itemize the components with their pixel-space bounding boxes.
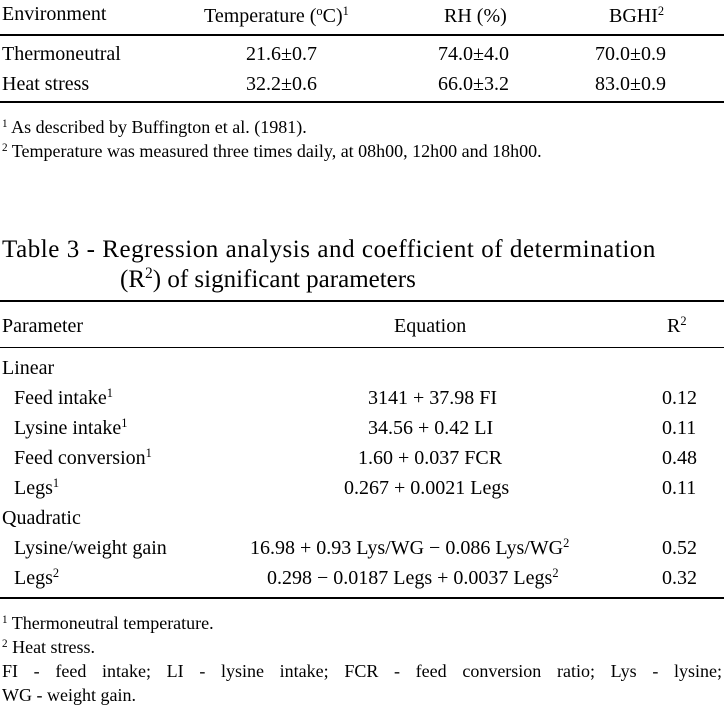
- table3-caption-line2: $(R^2)$ of significant parameters: [120, 265, 416, 293]
- table3-bottom-rule: [0, 597, 724, 599]
- table2-footnote: $^1$ As described by Buffington et al. (1981).: [2, 117, 307, 137]
- row-equation: 0.298 − 0.0187 Legs + 0.0037 Legs$^2$: [267, 566, 559, 589]
- row-equation: 16.98 + 0.93 Lys/WG − 0.086 Lys/$WG^2$: [250, 536, 570, 559]
- table2-footnote: $^2$ Temperature was measured three times daily, at 08h00, 12h00 and 18h00.: [2, 141, 542, 161]
- row-parameter: Lysine/weight gain: [14, 537, 167, 559]
- row-parameter: Lysine intake$^1$: [14, 416, 128, 439]
- row-r2: 0.32: [662, 567, 697, 589]
- row-parameter: Legs$^1$: [14, 476, 60, 499]
- group-label-linear: Linear: [2, 357, 55, 379]
- row-rh: 74.0±4.0: [438, 43, 509, 65]
- header-equation: Equation: [394, 315, 467, 337]
- header-parameter: Parameter: [2, 315, 84, 337]
- header-r2: $R^2$: [667, 314, 687, 337]
- row-temperature: 21.6±0.7: [246, 43, 317, 65]
- row-r2: 0.48: [662, 447, 697, 469]
- table3-top-rule: [0, 300, 724, 302]
- row-bghi: 70.0±0.9: [595, 43, 666, 65]
- row-r2: 0.11: [662, 477, 697, 499]
- row-parameter: Legs$^2$: [14, 566, 60, 589]
- table3-abbreviations-cont: WG - weight gain.: [2, 685, 136, 705]
- row-parameter: Feed intake$^1$: [14, 386, 113, 409]
- row-equation: 0.267 + 0.0021 Legs: [344, 477, 510, 499]
- row-equation: 3141 + 37.98 FI: [368, 387, 498, 409]
- header-temperature: Temperature $(^oC)^1$: [204, 4, 349, 27]
- row-equation: 34.56 + 0.42 LI: [368, 417, 494, 439]
- row-equation: 1.60 + 0.037 FCR: [358, 447, 503, 469]
- table3-abbreviations: FI - feed intake; LI - lysine intake; FCR - feed conversion ratio; Lys - lysine;: [2, 661, 722, 681]
- header-bghi: BGHI$^2$: [609, 4, 665, 27]
- table3-footnote: $^1$ Thermoneutral temperature.: [2, 613, 214, 633]
- row-parameter: Feed conversion$^1$: [14, 446, 152, 469]
- row-environment: Heat stress: [2, 73, 90, 95]
- row-r2: 0.52: [662, 537, 697, 559]
- header-rh: RH (%): [444, 5, 507, 27]
- group-label-quadratic: Quadratic: [2, 507, 81, 529]
- row-bghi: 83.0±0.9: [595, 73, 666, 95]
- row-r2: 0.12: [662, 387, 697, 409]
- table3-footnote: $^2$ Heat stress.: [2, 637, 96, 657]
- row-temperature: 32.2±0.6: [246, 73, 317, 95]
- header-environment: Environment: [2, 3, 107, 25]
- table3-header-rule: [0, 347, 724, 348]
- row-r2: 0.11: [662, 417, 697, 439]
- table2-bottom-rule: [0, 101, 724, 103]
- table2-header-rule: [0, 34, 724, 36]
- table3-caption-line1: Table 3 - Regression analysis and coefficient of determination: [2, 236, 656, 263]
- row-environment: Thermoneutral: [2, 43, 121, 65]
- row-rh: 66.0±3.2: [438, 73, 509, 95]
